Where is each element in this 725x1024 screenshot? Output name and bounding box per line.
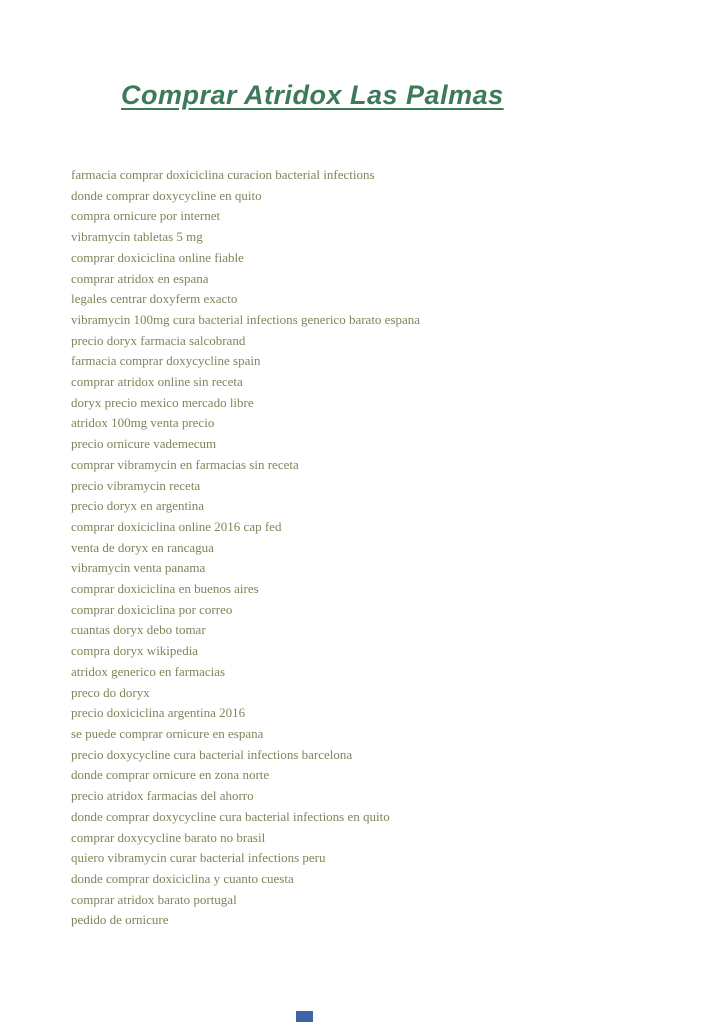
keyword-line: donde comprar doxycycline cura bacterial infections en quito [71, 808, 390, 824]
keyword-line: venta de doryx en rancagua [71, 539, 214, 555]
keyword-line: legales centrar doxyferm exacto [71, 291, 238, 307]
keyword-line: farmacia comprar doxycycline spain [71, 353, 261, 369]
keyword-line: atridox 100mg venta precio [71, 415, 215, 431]
keyword-line: precio doryx farmacia salcobrand [71, 332, 246, 348]
keyword-line: pedido de ornicure [71, 912, 169, 928]
keyword-line: comprar doxiciclina online fiable [71, 249, 244, 265]
keyword-line: precio vibramycin receta [71, 477, 201, 493]
footer-blue-mark [296, 1011, 313, 1022]
keyword-line: precio doxiciclina argentina 2016 [71, 705, 246, 721]
page-title: Comprar Atridox Las Palmas [121, 80, 504, 110]
keyword-line: comprar doxycycline barato no brasil [71, 829, 266, 845]
keyword-line: comprar atridox en espana [71, 270, 209, 286]
keyword-line: cuantas doryx debo tomar [71, 622, 206, 638]
keyword-line: vibramycin 100mg cura bacterial infections generico barato espana [71, 311, 421, 327]
keyword-line: donde comprar doxiciclina y cuanto cuesta [71, 870, 294, 886]
keyword-line: comprar vibramycin en farmacias sin receta [71, 456, 299, 472]
keyword-line: compra ornicure por internet [71, 208, 221, 224]
keyword-line: atridox generico en farmacias [71, 663, 226, 679]
keyword-line: vibramycin venta panama [71, 560, 206, 576]
keyword-line: se puede comprar ornicure en espana [71, 725, 264, 741]
keyword-line: precio doryx en argentina [71, 498, 204, 514]
keyword-line: donde comprar ornicure en zona norte [71, 767, 270, 783]
keyword-line: donde comprar doxycycline en quito [71, 187, 262, 203]
keyword-line: vibramycin tabletas 5 mg [71, 229, 203, 245]
keyword-line: comprar doxiciclina online 2016 cap fed [71, 518, 282, 534]
keyword-line: quiero vibramycin curar bacterial infections peru [71, 850, 326, 866]
keyword-line: comprar atridox barato portugal [71, 891, 237, 907]
keyword-line: precio ornicure vademecum [71, 436, 217, 452]
keyword-line: comprar doxiciclina por correo [71, 601, 233, 617]
keyword-line: comprar atridox online sin receta [71, 374, 243, 390]
keyword-line: precio atridox farmacias del ahorro [71, 788, 254, 804]
keyword-line: precio doxycycline cura bacterial infections barcelona [71, 746, 353, 762]
keyword-list [71, 165, 705, 931]
keyword-line: doryx precio mexico mercado libre [71, 394, 254, 410]
keyword-line: farmacia comprar doxiciclina curacion bacterial infections [71, 167, 375, 182]
keyword-line: preco do doryx [71, 684, 150, 700]
keyword-line: compra doryx wikipedia [71, 643, 199, 659]
keyword-line: comprar doxiciclina en buenos aires [71, 581, 259, 597]
